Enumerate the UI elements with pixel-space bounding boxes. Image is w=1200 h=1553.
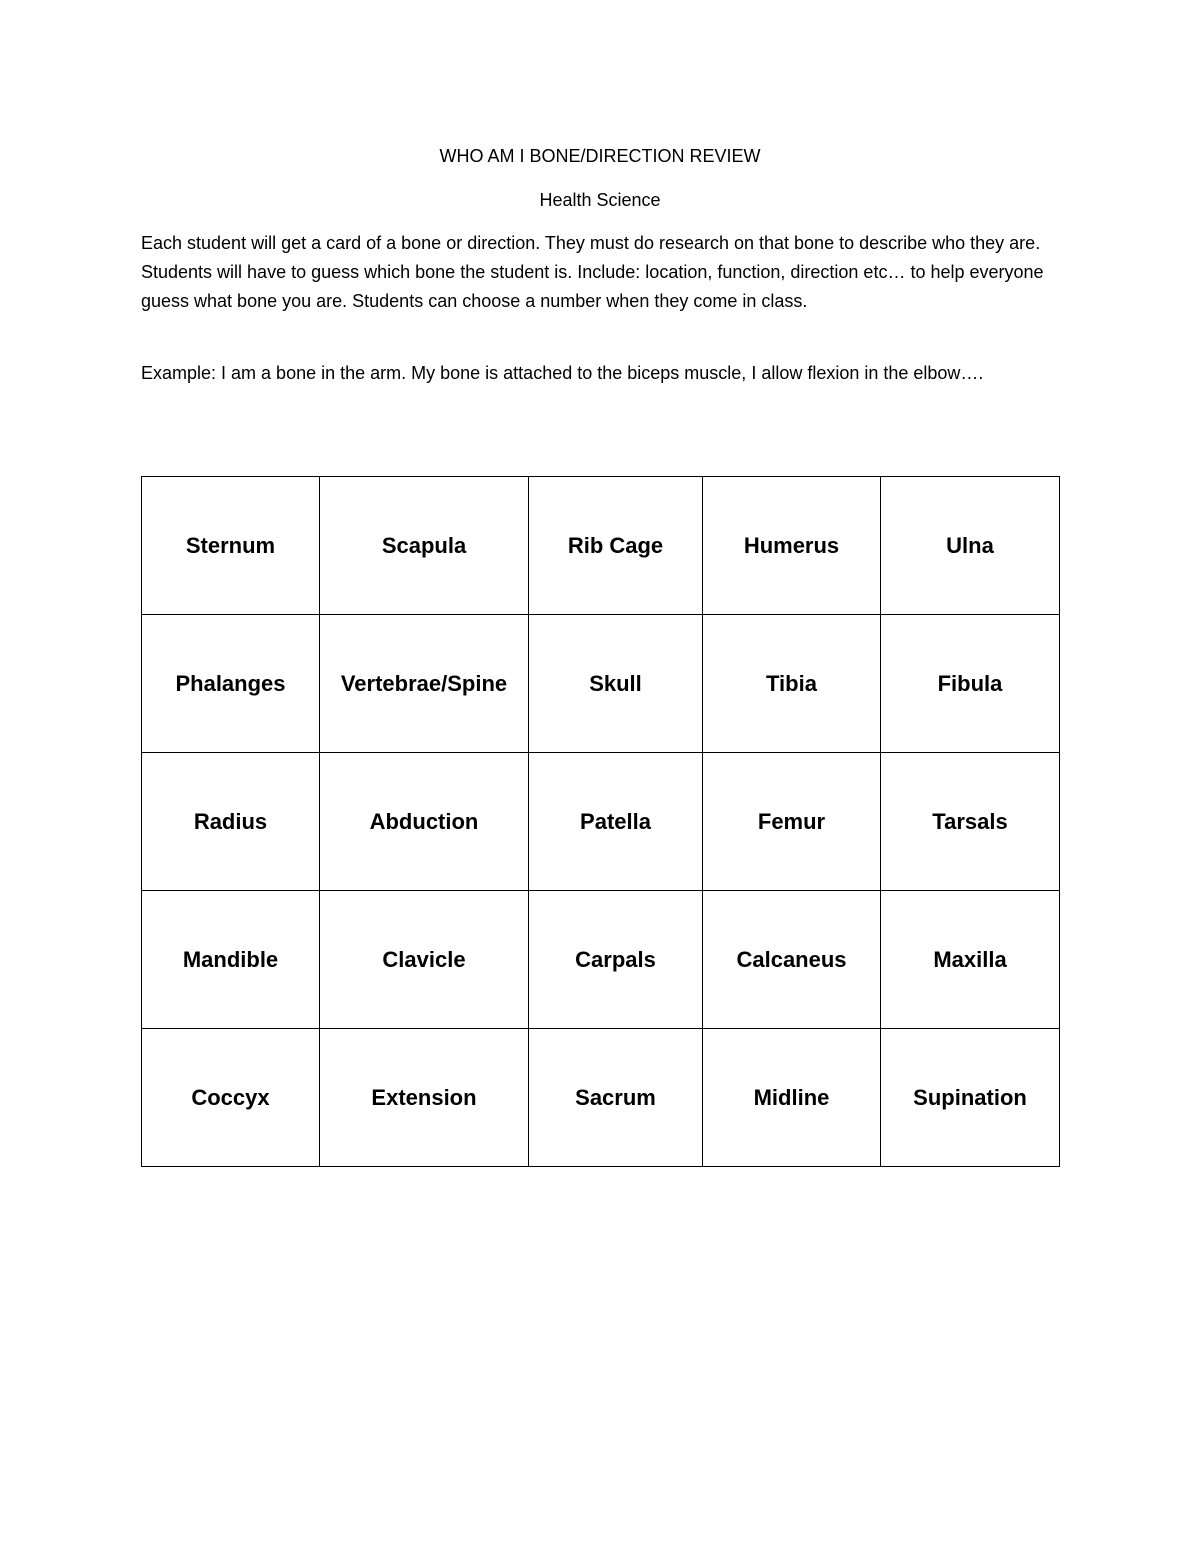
table-cell: Phalanges <box>142 615 320 753</box>
table-cell: Sacrum <box>529 1029 703 1167</box>
table-row <box>142 891 1060 1029</box>
table-cell: Calcaneus <box>703 891 881 1029</box>
table-cell: Ulna <box>881 477 1060 615</box>
table-cell: Femur <box>703 753 881 891</box>
document-subtitle: Health Science <box>539 190 661 210</box>
table-cell: Scapula <box>320 477 529 615</box>
table-cell: Skull <box>529 615 703 753</box>
document-title: WHO AM I BONE/DIRECTION REVIEW <box>439 146 761 166</box>
table-cell: Clavicle <box>320 891 529 1029</box>
table-cell: Tarsals <box>881 753 1060 891</box>
table-cell: Humerus <box>703 477 881 615</box>
instructions-paragraph: Each student will get a card of a bone or direction. They must do research on that bone to describe who they are. Students will have to guess which bone the student is. Include: location, function, direction etc… to help everyone guess what bone you are. Students can choose a number when they come in class. <box>141 233 1044 311</box>
table-cell: Fibula <box>881 615 1060 753</box>
example-paragraph: Example: I am a bone in the arm. My bone is attached to the biceps muscle, I allow flexion in the elbow…. <box>141 363 984 383</box>
table-cell: Tibia <box>703 615 881 753</box>
table-cell: Mandible <box>142 891 320 1029</box>
table-cell: Supination <box>881 1029 1060 1167</box>
table-row <box>142 753 1060 891</box>
table-cell: Extension <box>320 1029 529 1167</box>
table-cell: Coccyx <box>142 1029 320 1167</box>
table-cell: Radius <box>142 753 320 891</box>
table-cell: Patella <box>529 753 703 891</box>
table-cell: Sternum <box>142 477 320 615</box>
table-row <box>142 615 1060 753</box>
table-cell: Vertebrae/Spine <box>320 615 529 753</box>
table-cell: Rib Cage <box>529 477 703 615</box>
table-row <box>142 1029 1060 1167</box>
table-cell: Carpals <box>529 891 703 1029</box>
table-cell: Midline <box>703 1029 881 1167</box>
table-row <box>142 477 1060 615</box>
table-cell: Maxilla <box>881 891 1060 1029</box>
table-cell: Abduction <box>320 753 529 891</box>
bone-card-table <box>141 476 1060 1167</box>
